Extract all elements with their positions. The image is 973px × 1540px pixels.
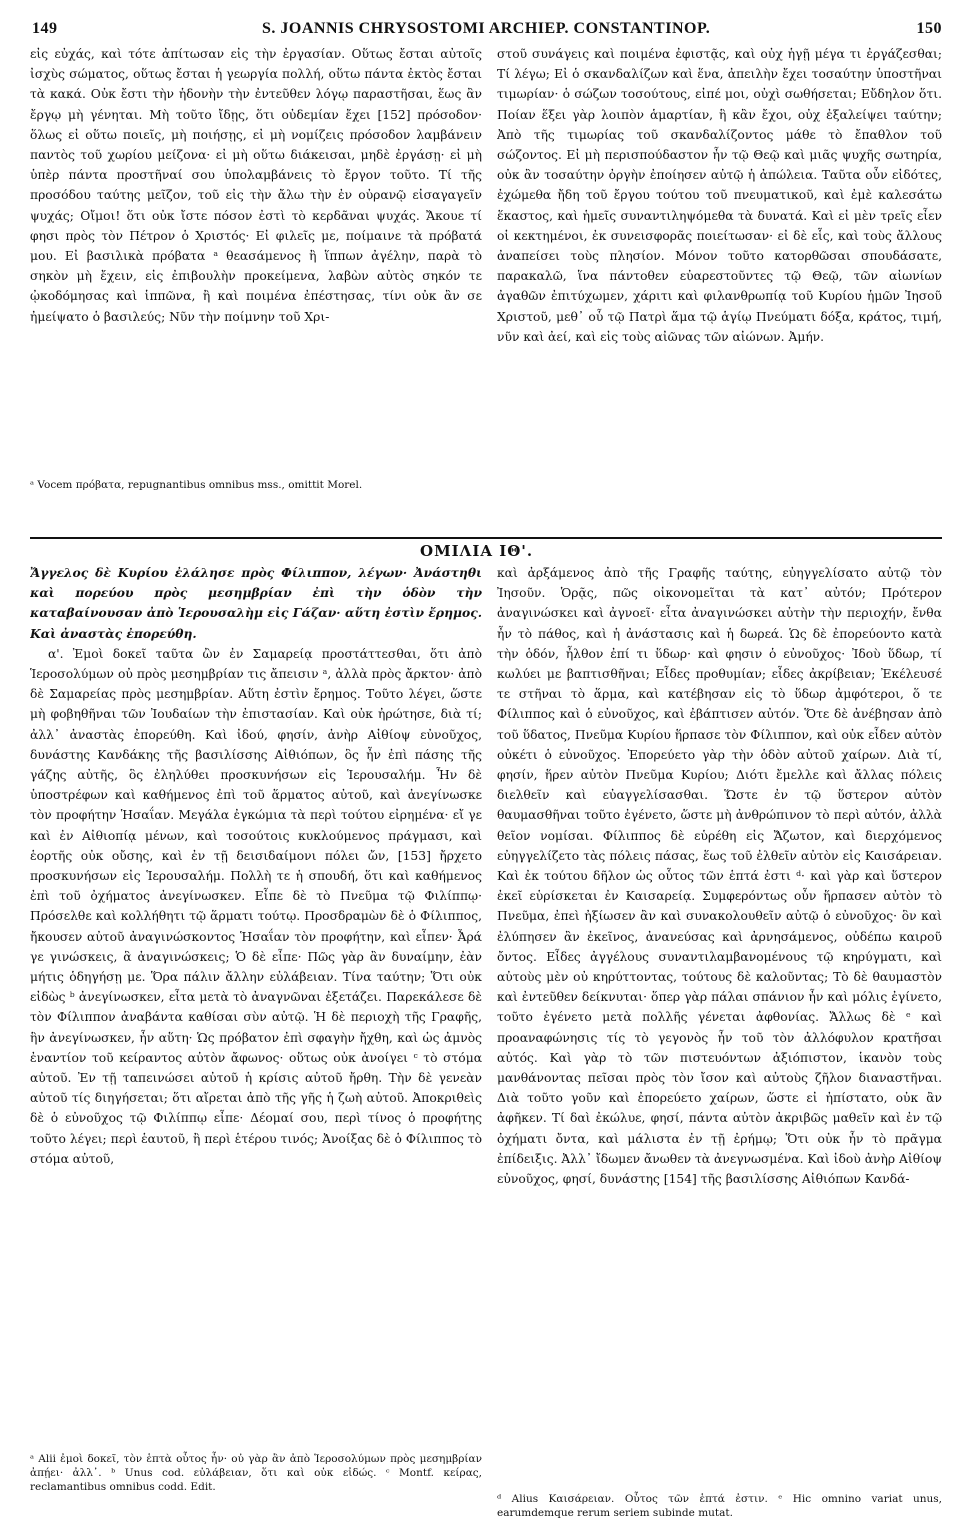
- bottom-left-column: [30, 563, 482, 1443]
- running-title: S. JOANNIS CHRYSOSTOMI ARCHIEP. CONSTANTINOP.: [262, 20, 711, 37]
- section-divider: [30, 537, 942, 539]
- top-right-column: [497, 44, 942, 524]
- bottom-right-footnotes: ᵈ Alius Καισάρειαν. Οὗτος τῶν ἑπτά ἐστιν. ᵉ Hic omnino variat unus, earumdemque rerum seriem subinde mutat.: [497, 1493, 942, 1519]
- top-left-footnote: ᵃ Vocem πρόβατα, repugnantibus omnibus mss., omittit Morel.: [30, 479, 363, 491]
- homily-body-right: καὶ ἀρξάμενος ἀπὸ τῆς Γραφῆς ταύτης, εὐηγγελίσατο αὐτῷ τὸν Ἰησοῦν. Ὁρᾷς, πῶς οἰκονομεῖται τὰ κατ᾽ αὐτόν; Πρότερον ἀναγινώσκει καὶ ἀγνοεῖ· εἶτα ἀναγινώσκει αὐτὴν τὴν περιοχήν, ἔνθα ἦν τὸ πάθος, καὶ ἡ ἀνάστασις καὶ ἡ δωρεά. Ὡς δὲ ἐπορεύοντο κατὰ τὴν ὁδόν, ἦλθον ἐπί τι ὕδωρ· καὶ φησιν ὁ εὐνοῦχος· Ἰδοὺ ὕδωρ, τί κωλύει με βαπτισθῆναι; Εἶδες προθυμίαν; εἶδες ἀκρίβειαν; Ἐκέλευσέ τε στῆναι τὸ ἅρμα, καὶ κατέβησαν εἰς τὸ ὕδωρ ἀμφότεροι, ὅ τε Φίλιππος καὶ ὁ εὐνοῦχος, καὶ ἐβάπτισεν αὐτόν. Ὅτε δὲ ἀνέβησαν ἀπὸ τοῦ ὕδατος, Πνεῦμα Κυρίου ἥρπασε τὸν Φίλιππον, καὶ οὐκ εἶδεν αὐτὸν οὐκέτι ὁ εὐνοῦχος. Ἐπορεύετο γὰρ τὴν ὁδὸν αὐτοῦ χαίρων. Διὰ τί, φησίν, ἥρεν αὐτὸν Πνεῦμα Κυρίου; Διότι ἔμελλε καὶ ἄλλας πόλεις διελθεῖν καὶ εὐαγγελίσασθαι. Ὥστε ἐν τῷ ὕστερον αὐτὸν θαυμασθῆναι τοῦτο ἐγένετο, ὥστε μὴ ἀνθρώπινον τὸ περὶ αὐτόν, ἀλλὰ θεῖον νομίσαι. Φίλιππος δὲ εὑρέθη εἰς Ἄζωτον, καὶ διερχόμενος εὐηγγελίζετο τὰς πόλεις πάσας, ἕως τοῦ ἐλθεῖν αὐτὸν εἰς Καισάρειαν. Καὶ ἐκ τούτου δῆλον ὡς οὗτος τῶν ἑπτά ἐστι ᵈ· καὶ γὰρ καὶ ὕστερον ἐκεῖ εὑρίσκεται ἐν Καισαρείᾳ. Συμφερόντως οὖν ἥρπασεν αὐτὸν τὸ Πνεῦμα, ἐπεὶ ἠξίωσεν ἂν καὶ συνακολουθεῖν αὐτῷ ὁ εὐνοῦχος· ὃν καὶ ἐλύπησεν ἂν ἐκεῖνος, ἀνανεύσας καὶ ἀρνησάμενος, οὐδέπω καιροῦ ὄντος. Εἶδες ἀγγέλους συναντιλαμβανομένους τῷ κηρύγματι, καὶ αὐτοὺς μὲν οὐ κηρύττοντας, τούτους δὲ καλοῦντας; Τὸ δὲ θαυμαστὸν καὶ ἐντεῦθεν δείκνυται· ὅπερ γὰρ πάλαι σπάνιον ἦν καὶ μόλις ἐγίνετο, τοῦτο ἐγένετο μετὰ πολλῆς γένεται ἀφθονίας. Ἄλλως δὲ ᵉ καὶ προαναφώνησις τίς τὸ γεγονὸς ἦν τοῦ τὸν ἀλλόφυλον κρατῆσαι αὐτός. Καὶ γὰρ τὸ τῶν πιστευόντων ἀξιόπιστον, ἱκανὸν τοὺς μανθάνοντας πεῖσαι πρὸς τὸν ἴσον καὶ αὐτοὺς ζῆλον διαναστῆναι. Διὰ τοῦτο γοῦν καὶ ἐπορεύετο χαίρων, ὥστε εἰ ἠπίστατο, οὐκ ἂν ἀφῆκεν. Τί δαὶ ἐκώλυε, φησί, πάντα αὐτὸν ἀκριβῶς μαθεῖν καὶ ἐν τῷ ὀχήματι ὄντα, καὶ μάλιστα ἐν τῇ ἐρήμῳ; Ὅτι οὐκ ἦν τὸ πρᾶγμα ἐπίδειξις. Ἀλλ᾽ ἴδωμεν ἄνωθεν τὰ ἀνεγνωσμένα. Καὶ ἰδοὺ ἀνὴρ Αἰθίοψ εὐνοῦχος, φησί, δυνάστης [154] τῆς βασιλίσσης Αἰθιόπων Κανδά-: [497, 566, 942, 1187]
- homily-body-left: α'. Ἐμοὶ δοκεῖ ταῦτα ὢν ἐν Σαμαρείᾳ προστάττεσθαι, ὅτι ἀπὸ Ἱεροσολύμων οὐ πρὸς μεσημβρίαν τις ἄπεισιν ᵃ, ἀλλὰ πρὸς ἄρκτον· ἀπὸ δὲ Σαμαρείας πρὸς μεσημβρίαν. Αὕτη ἐστὶν ἔρημος. Τοῦτο λέγει, ὥστε μὴ φοβηθῆναι τῶν Ἰουδαίων τὴν ἐπιστασίαν. Καὶ οὐκ ἠρώτησε, διὰ τί; ἀλλ᾽ ἀναστὰς ἐπορεύθη. Καὶ ἰδού, φησίν, ἀνὴρ Αἰθίοψ εὐνοῦχος, δυνάστης Κανδάκης τῆς βασιλίσσης Αἰθιόπων, ὃς ἦν ἐπὶ πάσης τῆς γάζης αὐτῆς, ὃς ἐληλύθει προσκυνήσων εἰς Ἱερουσαλήμ. Ἦν δὲ ὑποστρέφων καὶ καθήμενος ἐπὶ τοῦ ἅρματος αὐτοῦ, καὶ ἀνεγίνωσκε τὸν προφήτην Ἡσαΐαν. Μεγάλα ἐγκώμια τὰ περὶ τούτου εἰρημένα· εἴ γε καὶ ἐν Αἰθιοπίᾳ μένων, καὶ τοσούτοις κυκλούμενος πράγμασι, καὶ ἑορτῆς οὐκ οὔσης, καὶ ἐν τῇ δεισιδαίμονι πόλει ὤν, [153] ἤρχετο προσκυνήσων εἰς Ἱερουσαλήμ. Πολλὴ τε ἡ σπουδή, ὅτι καὶ καθήμενος ἐπὶ τοῦ ὀχήματος ἀνεγίνωσκεν. Εἶπε δὲ τὸ Πνεῦμα τῷ Φιλίππῳ· Πρόσελθε καὶ κολλήθητι τῷ ἅρματι τούτῳ. Προσδραμὼν δὲ ὁ Φίλιππος, ἤκουσεν αὐτοῦ ἀναγινώσκοντος Ἡσαΐαν τὸν προφήτην, καὶ εἶπεν· Ἆρά γε γινώσκεις, ἃ ἀναγινώσκεις; Ὁ δὲ εἶπε· Πῶς γὰρ ἂν δυναίμην, ἐὰν μήτις ὁδηγήσῃ με. Ὅρα πάλιν ἄλλην εὐλάβειαν. Τίνα ταύτην; Ὅτι οὐκ εἰδὼς ᵇ ἀνεγίνωσκεν, εἶτα μετὰ τὸ ἀναγνῶναι ἐξετάζει. Παρεκάλεσε δὲ τὸν Φίλιππον ἀναβάντα καθίσαι σὺν αὐτῷ. Ἡ δὲ περιοχὴ τῆς Γραφῆς, ἣν ἀνεγίνωσκεν, ἦν αὕτη· Ὡς πρόβατον ἐπὶ σφαγὴν ἤχθη, καὶ ὡς ἀμνὸς ἐναντίον τοῦ κείραντος αὐτὸν ἄφωνος· οὕτως οὐκ ἀνοίγει ᶜ τὸ στόμα αὐτοῦ. Ἐν τῇ ταπεινώσει αὐτοῦ ἡ κρίσις αὐτοῦ ἤρθη. Τὴν δὲ γενεὰν αὐτοῦ τίς διηγήσεται; ὅτι αἴρεται ἀπὸ τῆς γῆς ἡ ζωὴ αὐτοῦ. Ἀποκριθεὶς δὲ ὁ εὐνοῦχος τῷ Φιλίππῳ εἶπε· Δέομαί σου, περὶ τίνος ὁ προφήτης τοῦτο λέγει; περὶ ἑαυτοῦ, ἢ περὶ ἑτέρου τινός; Ἀνοίξας δὲ ὁ Φίλιππος τὸ στόμα αὐτοῦ,: [30, 646, 482, 1166]
- bottom-right-column: [497, 563, 942, 1478]
- top-left-column: [30, 44, 482, 469]
- page-number-left: 149: [32, 20, 58, 37]
- bottom-left-footnotes: ᵃ Alii ἐμοὶ δοκεῖ, τὸν ἑπτὰ οὗτος ἦν· οὐ γὰρ ἂν ἀπὸ Ἱεροσολύμων πρὸς μεσημβρίαν ἀπῄει· ἀλλ᾽. ᵇ Unus cod. εὐλάβειαν, ὅτι καὶ οὐκ εἰδώς. ᶜ Montf. κείρας, reclamantibus omnibus codd. Edit.: [30, 1453, 482, 1493]
- lemma-text: Ἄγγελος δὲ Κυρίου ἐλάλησε πρὸς Φίλιππον, λέγων· Ἀνάστηθι καὶ πορεύου πρὸς μεσημβρίαν ἐπὶ τὴν ὁδὸν τὴν καταβαίνουσαν ἀπὸ Ἱερουσαλὴμ εἰς Γάζαν· αὕτη ἐστὶν ἔρημος. Καὶ ἀναστὰς ἐπορεύθη.: [30, 565, 482, 641]
- running-header: [22, 6, 942, 40]
- homily-title: ΟΜΙΛΙΑ ΙΘ'.: [420, 542, 534, 560]
- top-right-text: στοῦ συνάγεις καὶ ποιμένα ἐφιστᾷς, καὶ οὐχ ἡγῇ μέγα τι ἐργάζεσθαι; Τί λέγω; Εἰ ὁ σκανδαλίζων καὶ ἕνα, ἀπειλὴν ἔχει τοσαύτην ὑποστῆναι τιμωρίαν· ὁ σώζων τοσούτους, εἰπέ μοι, οὐχὶ σωθήσεται; Εὔδηλον ὅτι. Ποίαν ἕξει γὰρ λοιπὸν ἁμαρτίαν, ἣ κἂν ἔχοι, οὐχ ἐξαλείψει ταύτην; Ἀπὸ τῆς τιμωρίας τοῦ σκανδαλίζοντος μάθε τὸ ἔπαθλον τοῦ σώζοντος. Εἰ μὴ περισπούδαστον ἦν τῷ Θεῷ καὶ μιᾶς ψυχῆς σωτηρία, οὐκ ἂν τοσαύτην ὀργὴν ἐποίησεν αὐτῷ ἡ ἀπώλεια. Ταῦτα οὖν εἰδότες, ἐχώμεθα ἤδη τοῦ ἔργου τούτου τοῦ πνευματικοῦ, καὶ ἐμὲ καλεσάτω ἕκαστος, καὶ ἡμεῖς συναντιληψόμεθα τὰ δυνατά. Καὶ εἰ μὲν τρεῖς εἶεν οἱ κεκτημένοι, ἐκ συνεισφορᾶς ποιείτωσαν· εἰ δὲ εἷς, καὶ τοὺς ἄλλους ἀναπείσει τοὺς πλησίον. Μόνον τοῦτο κατορθῶσαι σπουδάσατε, παρακαλῶ, ἵνα πάντοθεν εὐαρεστοῦντες τῷ Θεῷ, τῶν αἰωνίων ἀγαθῶν ἐπιτύχωμεν, χάριτι καὶ φιλανθρωπίᾳ τοῦ Κυρίου ἡμῶν Ἰησοῦ Χριστοῦ, μεθ᾽ οὗ τῷ Πατρὶ ἅμα τῷ ἁγίῳ Πνεύματι δόξα, κράτος, τιμή, νῦν καὶ ἀεί, καὶ εἰς τοὺς αἰῶνας τῶν αἰώνων. Ἀμήν.: [497, 47, 942, 344]
- page-number-right: 150: [916, 20, 942, 37]
- top-left-text: εἰς εὐχάς, καὶ τότε ἀπίτωσαν εἰς τὴν ἐργασίαν. Οὕτως ἔσται αὐτοῖς ἰσχὺς σώματος, οὕτως ἔσται ἡ γεωργία πολλή, οὕτω πάντα ἐκτὸς ἔσται τὰ κακά. Οὐκ ἔστι τὴν ἡδονὴν τὴν ἐντεῦθεν λόγῳ παραστῆσαι, ἕως ἂν ἔργῳ μὴ γένηται. Μὴ τοῦτο ἴδῃς, ὅτι οὐδεμίαν ἔχει [152] πρόσοδον· ὅλως εἰ οὕτω ποιεῖς, μὴ ποιήσῃς, εἰ μὴ νομίζεις πρόσοδον λαμβάνειν παντὸς τοῦ χωρίου μείζονα· εἰ μὴ οὕτω διάκεισαι, μηδὲ ἐργάσῃ· εἰ μὴ ὑπὲρ πάντα προστῆναί σου ὑπολαμβάνεις τὸ ἔργον τοῦτο. Τί τῆς προσόδου ταύτης μεῖζον, τοῦ εἰς τὴν ἄλω τὴν ἐν οὐρανῷ εἰσαγαγεῖν ψυχάς; Οἴμοι! ὅτι οὐκ ἴστε πόσον ἐστὶ τὸ κερδᾶναι ψυχάς. Ἄκουε τί φησι πρὸς τὸν Πέτρον ὁ Χριστός· Εἰ φιλεῖς με, ποίμαινε τὰ πρόβατά μου. Εἰ βασιλικὰ πρόβατα ᵃ θεασάμενος ἢ ἵππων ἀγέλην, παρὰ τὸ σηκὸν μὴ ἔχειν, εἰς ἐπιβουλὴν προκείμενα, λαβὼν αὐτὸς σηκόν τε ᾠκοδόμησας καὶ ἱππῶνα, ἢ καὶ ποιμένα ἐπέστησας, τίνι οὐκ ἂν σε ἠμείψατο ὁ βασιλεύς; Νῦν τὴν ποίμνην τοῦ Χρι-: [30, 47, 482, 324]
